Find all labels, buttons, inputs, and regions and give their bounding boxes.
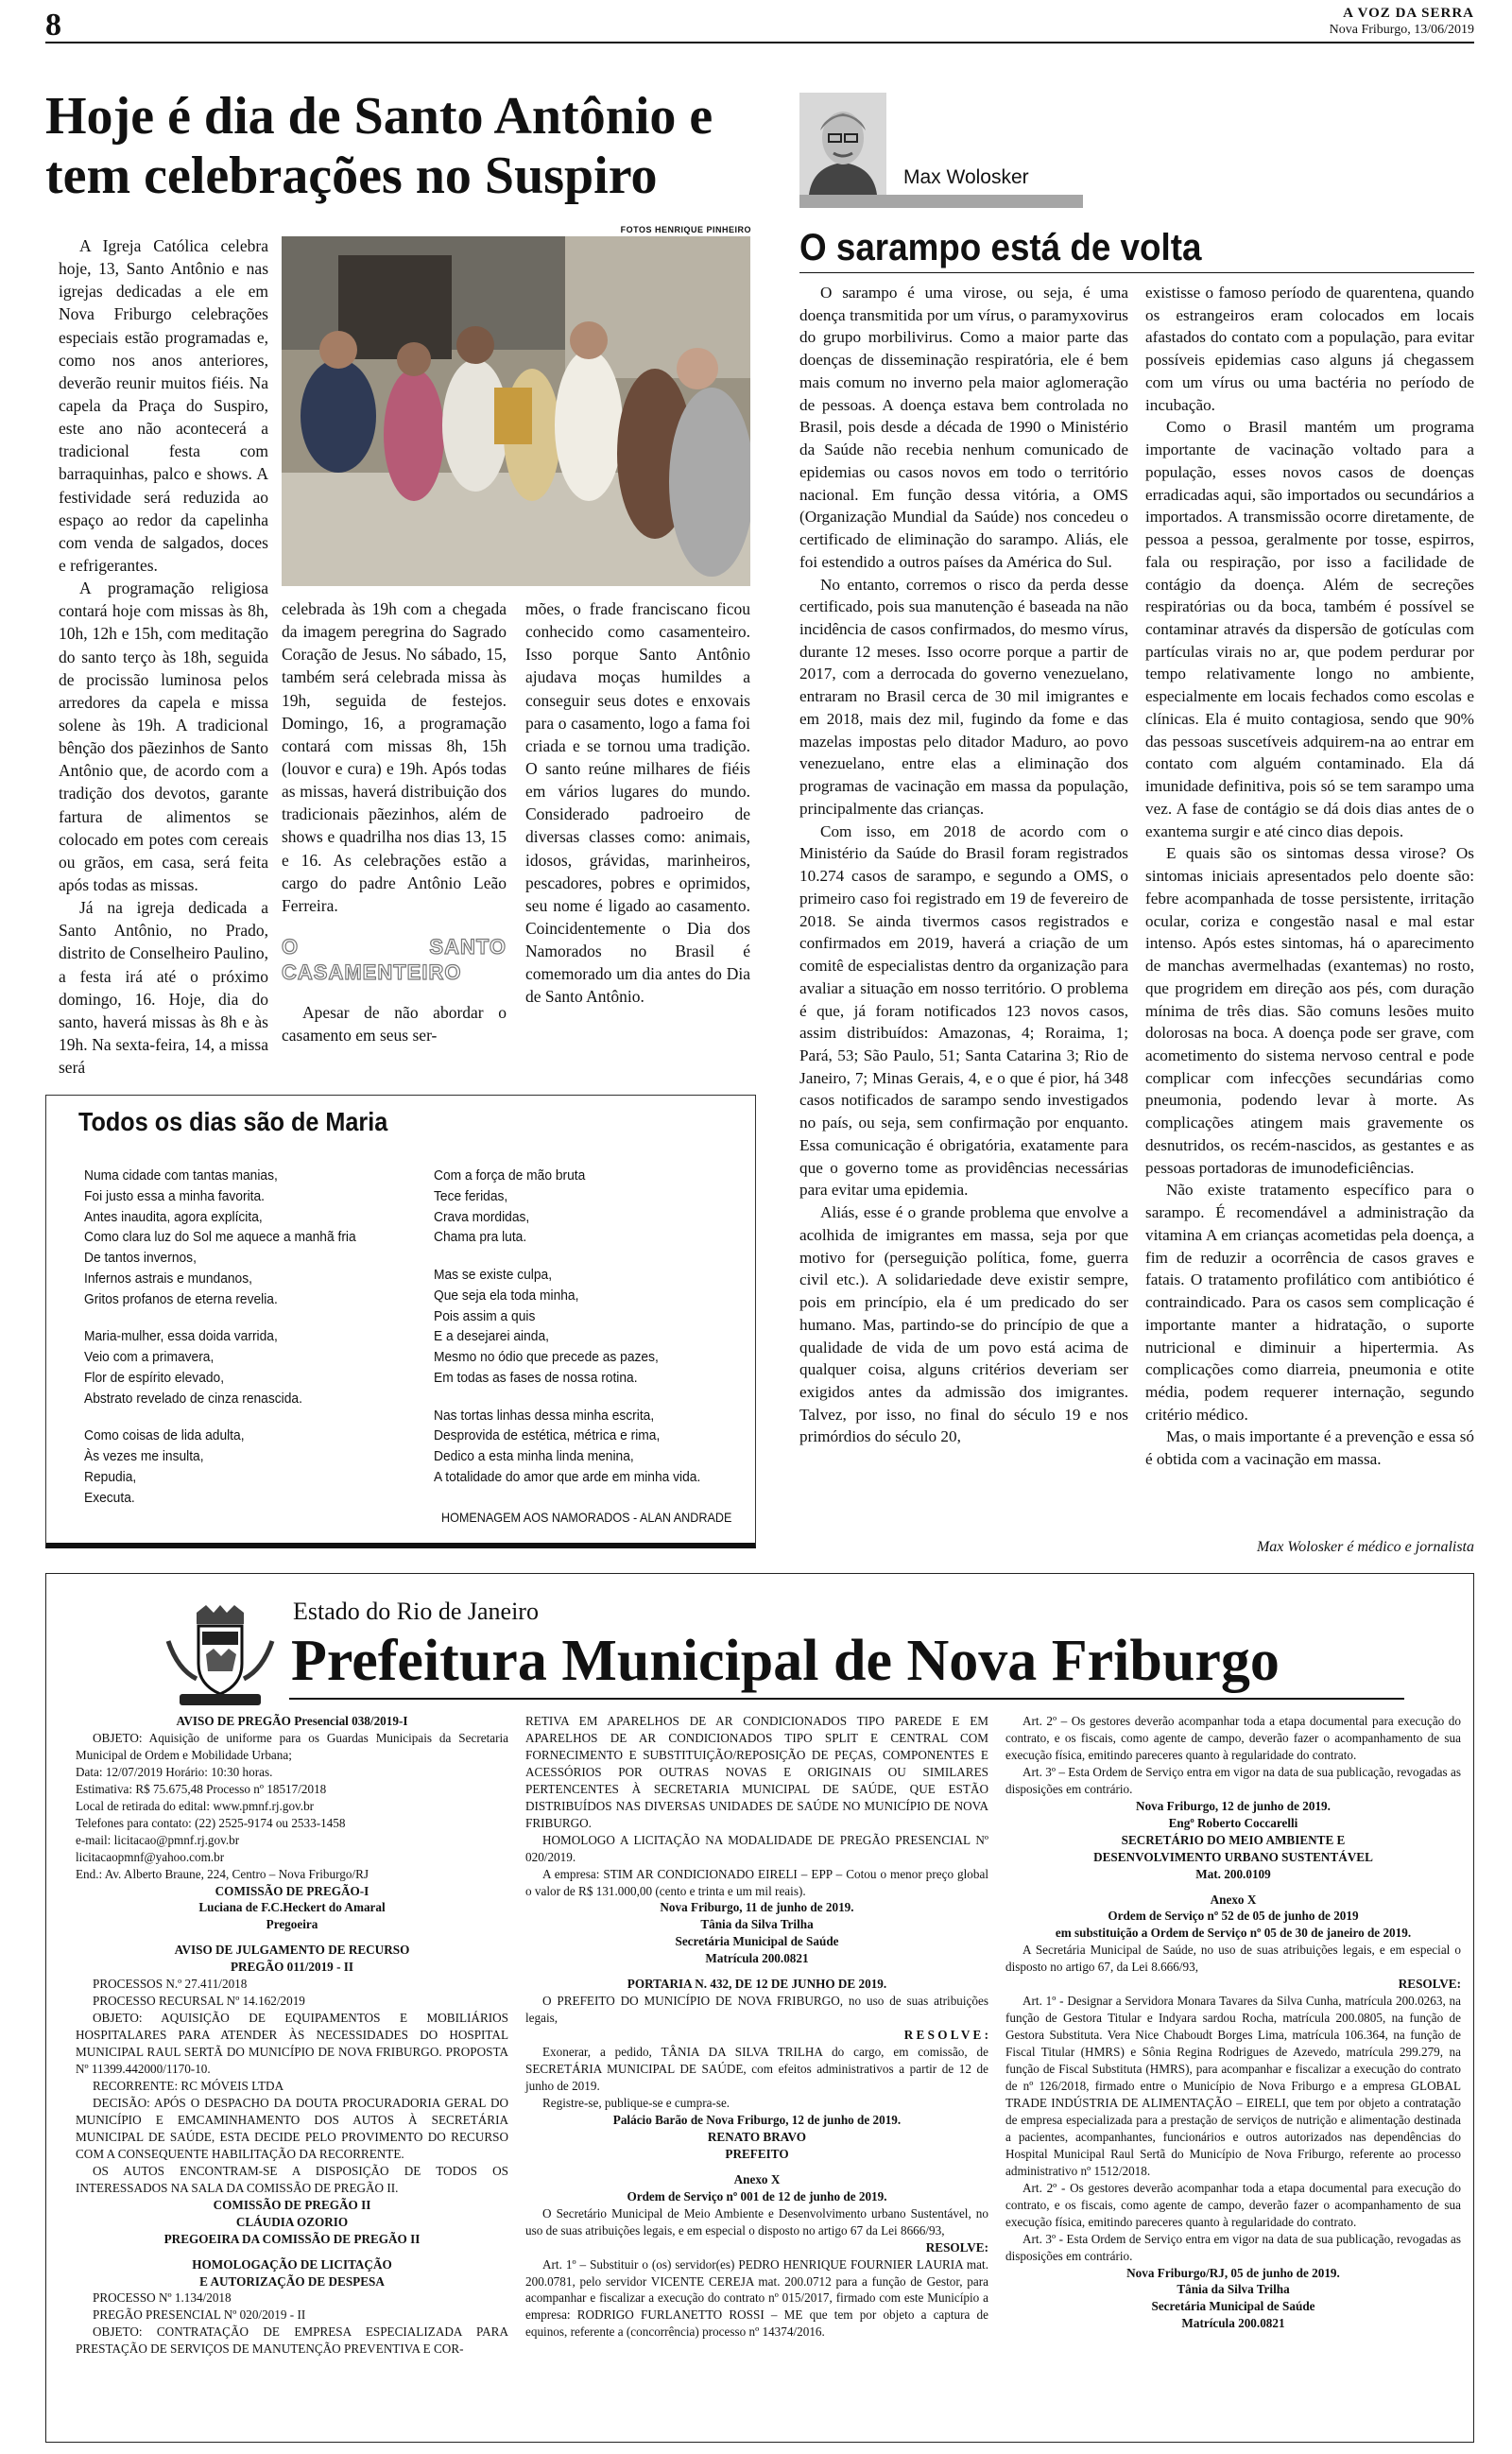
legal-line: Engº Roberto Coccarelli [1168, 1815, 1298, 1830]
column-paragraph: Mas, o mais importante é a prevenção e essa só é obtida com a vacinação em massa. [1145, 1427, 1474, 1469]
legal-line: DECISÃO: APÓS O DESPACHO DA DOUTA PROCURADORIA GERAL DO MUNICÍPIO E EMCAMINHAMENTO DOS AUTOS À SECRETÁRIA MUNICIPAL DE SAÚDE, ESTA DECIDE PELO PROVIMENTO DO RECURSO COM A CONSEQUENTE HABILITAÇÃO DA RECORRENTE. [76, 2095, 508, 2161]
legal-line: PROCESSO Nº 1.134/2018 [93, 2290, 232, 2306]
legal-line: Art. 2º - Os gestores deverão acompanhar toda a etapa documental para execução do contrato, e os fiscais, como agente de campo, deverão fazer o acompanhamento de sua execução física, emitindo pareceres quanto à regularidade do contrato. [1005, 2180, 1461, 2229]
legal-line: SECRETÁRIO DO MEIO AMBIENTE E [1121, 1832, 1346, 1847]
poem-line: Nas tortas linhas dessa minha escrita, [434, 1407, 655, 1424]
legal-line: Art. 1º – Substituir o (os) servidor(es) PEDRO HENRIQUE FOURNIER LAURIA mat. 200.0781, pelo servidor VICENTE CEREJA mat. 200.0712 para a função de Gestor, para acompanhar e fiscalizar a execução do contrato nº 015/2017, firmado com este Município a empresa: RODRIGO FURLANETTO ROSSI – ME que tem por objeto a captura de equinos, referente a (concorrência) processo nº 14374/2016. [525, 2256, 988, 2340]
legal-line: RECORRENTE: RC MÓVEIS LTDA [93, 2079, 284, 2094]
legal-line: PREGÃO 011/2019 - II [230, 1960, 354, 1975]
poem-line: Maria-mulher, essa doida varrida, [84, 1328, 278, 1345]
poem-box [45, 1095, 756, 1548]
legal-line: HOMOLOGAÇÃO DE LICITAÇÃO [192, 2256, 392, 2272]
legal-line: Secretária Municipal de Saúde [675, 1934, 839, 1949]
legal-line: Tânia da Silva Trilha [1177, 2282, 1290, 2297]
legal-spacer [1005, 1883, 1461, 1892]
legal-line: Anexo X [733, 2171, 781, 2186]
poem-line: Numa cidade com tantas manias, [84, 1167, 278, 1184]
lead-paragraph: celebrada às 19h com a chegada da imagem peregrina do Sagrado Coração de Jesus. No sábado, 15, também será celebrada missa às 19h, seguida de festejos. Domingo, 16, a programação contará com missas 8h, 15h (louvor e cura) e 19h. Após todas as missas, haverá distribuição dos tradicionais pãezinhos, além de shows e quadrilha nos dias 13, 15 e 16. As celebrações estão a cargo do padre Antônio Leão Ferreira. [282, 599, 507, 915]
lead-paragraph: A Igreja Católica celebra hoje, 13, Santo Antônio e nas igrejas dedicadas a ele em Nova Friburgo celebrações especiais estão programadas e, como nos anos anteriores, deverão reunir muitos fiéis. Na capela da Praça do Suspiro, este ano não acontecerá a tradicional festa com barraquinhas, palco e shows. A festividade será reduzida ao espaço ao redor da capelinha com venda de salgados, doces e refrigerantes. [59, 236, 268, 575]
poem-right-column [434, 1166, 724, 1505]
legal-column-2 [525, 1713, 988, 2341]
legal-line: Data: 12/07/2019 Horário: 10:30 horas. [76, 1764, 273, 1779]
legal-line: OBJETO: AQUISIÇÃO DE EQUIPAMENTOS E MOBILIÁRIOS HOSPITALARES PARA ATENDER ÀS NECESSIDADES DO HOSPITAL MUNICIPAL RAUL SERTÃ DO MUNICÍPIO DE NOVA FRIBURGO. PROPOSTA Nº 11399.442000/1170-10. [76, 2011, 508, 2077]
issue-date: Nova Friburgo, 13/06/2019 [1329, 23, 1474, 37]
legal-line: O Secretário Municipal de Meio Ambiente e Desenvolvimento urbano Sustentável, no uso de suas atribuições legais, e em especial o disposto no artigo 67 da Lei 8666/93, [525, 2205, 988, 2238]
poem-line: Veio com a primavera, [84, 1349, 215, 1365]
legal-line: Art. 1º - Designar a Servidora Monara Tavares da Silva Cunha, matrícula 200.0263, na função de Gestora Titular e Indyara sardou Rocha, matrícula 200.0805, na função de Gestora Substituta. Vera Nice Chaboudt Borges Lima, matrícula 106.364, na função de Fiscal Titular (HMRS) e Sônia Regina Rodrigues de Azevedo, matrícula 299.279, na função de Fiscal Substituta (HMRS), para acompanhar e fiscalizar a execução do contrato de nº 126/2018, firmado entre o Município de Nova Friburgo e a empresa GLOBAL TRADE INDÚSTRIA DE ALIMENTAÇÃO – EIRELI, que tem por objeto a contratação de empresa especializada para a prestação de serviços de nutrição e alimentação destinada a pacientes, acompanhantes, funcionários e outros autorizados nas dependências do Hospital Municipal Raul Sertã do Município de Nova Friburgo, referente ao processo administrativo nº 1512/2018. [1005, 1994, 1461, 2178]
lead-column-2 [282, 597, 507, 1046]
lead-paragraph: Já na igreja dedicada a Santo Antônio, no Prado, distrito de Conselheiro Paulino, a festa irá até o próximo domingo, 16. Hoje, dia do santo, haverá missas às 8h e às 19h. Na sexta-feira, 14, a missa será [59, 898, 268, 1078]
poem-line: Repudia, [84, 1468, 137, 1485]
legal-line: A empresa: STIM AR CONDICIONADO EIRELI – EPP – Cotou o menor preço global o valor de R$ 131.000,00 (cento e trinta e um mil reais). [525, 1866, 988, 1898]
legal-line: OBJETO: CONTRATAÇÃO DE EMPRESA ESPECIALIZADA PARA PRESTAÇÃO DE SERVIÇOS DE MANUTENÇÃO PREVENTIVA E COR- [76, 2324, 508, 2357]
column-paragraph: Com isso, em 2018 de acordo com o Ministério da Saúde do Brasil foram registrados 10.274 casos de sarampo, e segundo a OMS, o primeiro caso foi registrado em 19 de fevereiro de 2018. Se ainda tivermos casos registrados e confirmados em 2019, haverá a criação de um comitê de especialistas dentro da organização para avaliar a situação em nosso território. O problema é que, já foram notificados 123 novos casos, assim distribuídos: Amazonas, 4; Roraima, 1; Pará, 53; São Paulo, 51; Santa Catarina 3; Rio de Janeiro, 7; Minas Gerais, 4, e o que é pior, há 348 casos notificados de sarampo sendo investigados no país, ou seja, sem confirmação por enquanto. Essa comunicação é obrigatória, exatamente para que o governo tome as providências necessárias para evitar uma epidemia. [799, 821, 1128, 1200]
column-paragraph: Aliás, esse é o grande problema que envolve a acolhida de imigrantes em massa, seja por que motivo for (perseguição política, fome, guerra civil etc.). A solidariedade deve existir sempre, pois em princípio, ela é um predicado do ser humano. Mas, partindo-se do princípio de que a qualidade de vida de um povo está acima de qualquer coisa, alguns critérios deveriam ser exigidos antes da admissão dos imigrantes. Talvez, por isso, no final do século 19 e nos primórdios do século 20, [799, 1203, 1128, 1446]
header-rule [45, 42, 1474, 43]
legal-spacer [525, 1967, 988, 1976]
lead-subhead: O SANTO CASAMENTEIRO [282, 934, 507, 985]
poem-line: Tece feridas, [434, 1187, 508, 1204]
legal-line: PREFEITO [725, 2146, 789, 2161]
legal-line: R E S O L V E : [903, 2028, 988, 2043]
column-paragraph: O sarampo é uma virose, ou seja, é uma doença transmitida por um vírus, o paramyxovirus do grupo morbilivirus. Como a maior parte das doenças de disseminação respiratória, ele é bem mais comum no inverno pela maior aglomeração de pessoas. A doença estava bem controlada no Brasil, pois desde a década de 1990 o Ministério da Saúde não recebia nenhum comunicado de epidemias ou casos novos em todo o território nacional. Em função dessa vitória, a OMS (Organização Mundial da Saúde) nos concedeu o certificado de eliminação do sarampo. Aliás, ele foi estendido a outros países da América do Sul. [799, 284, 1128, 571]
poem-line: Abstrato revelado de cinza renascida. [84, 1390, 302, 1407]
poem-stanza [434, 1406, 700, 1488]
poem-line: Gritos profanos de eterna revelia. [84, 1290, 278, 1307]
poem-line: Como coisas de lida adulta, [84, 1427, 245, 1444]
page-number: 8 [45, 8, 61, 43]
poem-line: Como clara luz do Sol me aquece a manhã fria [84, 1229, 356, 1246]
legal-line: OS AUTOS ENCONTRAM-SE A DISPOSIÇÃO DE TODOS OS INTERESSADOS NA SALA DA COMISSÃO DE PREGÃO II. [76, 2163, 508, 2195]
legal-line: PROCESSOS N.º 27.411/2018 [93, 1977, 248, 1992]
column-paragraph: existisse o famoso período de quarentena, quando os estrangeiros eram colocados em locais afastados do contato com a população, para evitar possíveis epidemias caso alguns já chegassem com um vírus ou uma bactéria no período de incubação. [1145, 284, 1474, 414]
legal-line: em substituição a Ordem de Serviço nº 05 de 30 de janeiro de 2019. [1055, 1926, 1412, 1941]
legal-line: Ordem de Serviço nº 52 de 05 de junho de 2019 [1108, 1909, 1359, 1924]
legal-line: Matrícula 200.0821 [1181, 2316, 1285, 2331]
legal-line: A Secretária Municipal de Saúde, no uso de suas atribuições legais, e em especial o disposto no artigo 67, da Lei 8.666/93, [1005, 1943, 1461, 1975]
poem-line: Mesmo no ódio que precede as pazes, [434, 1349, 659, 1365]
poem-line: Infernos astrais e mundanos, [84, 1270, 252, 1287]
procession-photo [282, 236, 750, 586]
poem-line: Com a força de mão bruta [434, 1167, 586, 1184]
poem-credit: HOMENAGEM AOS NAMORADOS - ALAN ANDRADE [441, 1510, 732, 1525]
photo-credit: FOTOS HENRIQUE PINHEIRO [620, 225, 751, 234]
column-signature: Max Wolosker é médico e jornalista [1256, 1539, 1474, 1555]
author-name: Max Wolosker [903, 166, 1029, 188]
author-bar [799, 195, 1083, 208]
legal-line: Secretária Municipal de Saúde [1151, 2299, 1315, 2314]
legal-line: Telefones para contato: (22) 2525-9174 ou 2533-1458 [76, 1815, 346, 1830]
legal-spacer [525, 2163, 988, 2171]
legal-line: Ordem de Serviço nº 001 de 12 de junho de 2019. [627, 2188, 887, 2203]
poem-line: Desprovida de estética, métrica e rima, [434, 1427, 661, 1444]
column-text-2 [1145, 282, 1474, 1471]
legal-line: CLÁUDIA OZORIO [235, 2214, 349, 2229]
lead-paragraph: mões, o frade franciscano ficou conhecido como casamenteiro. Isso porque Santo Antônio ajudava moças humildes a conseguir seus dotes e enxovais para o casamento, logo a fama foi criada e se tornou uma tradição. O santo reúne milhares de fiéis em vários lugares do mundo. Considerado padroeiro de diversas classes como: animais, idosos, grávidas, marinheiros, pescadores, pobres e oprimidos, seu nome é ligado ao casamento. Coincidentemente o Dia dos Namorados no Brasil é comemorado um dia antes do Dia de Santo Antônio. [525, 599, 750, 1007]
legal-line: Local de retirada do edital: www.pmnf.rj.gov.br [76, 1798, 315, 1813]
column-paragraph: Não existe tratamento específico para o sarampo. É recomendável a administração da vitamina A em crianças acometidas pela doença, a fim de reduzir a ocorrência de casos graves e fatais. O tratamento profilático com antibiótico é contraindicado. Para os casos sem complicação é importante manter a hidratação, o suporte nutricional e diminuir a hipertermia. As complicações como diarreia, pneumonia e otite média, podem requerer internação, segundo critério médico. [1145, 1181, 1474, 1424]
legal-line: COMISSÃO DE PREGÃO II [213, 2197, 371, 2212]
legal-line: Matrícula 200.0821 [705, 1951, 809, 1966]
poem-left-column [84, 1166, 380, 1525]
legal-line: End.: Av. Alberto Braune, 224, Centro – Nova Friburgo/RJ [76, 1866, 369, 1881]
lead-paragraph: Apesar de não abordar o casamento em seus ser- [282, 1002, 507, 1046]
legal-line: Nova Friburgo, 12 de junho de 2019. [1136, 1798, 1331, 1813]
legal-line: Estimativa: R$ 75.675,48 Processo nº 18517/2018 [76, 1781, 327, 1796]
legal-line: RETIVA EM APARELHOS DE AR CONDICIONADOS TIPO PAREDE E EM APARELHOS DE AR CONDICIONADOS TIPO SPLIT E CENTRAL COM FORNECIMENTO E SUBSTITUIÇÃO/REPOSIÇÃO DE PEÇAS, COMPONENTES E ACESSÓRIOS POR OUTRAS NOVAS E ORIGINAIS OU SIMILARES PERTENCENTES À SECRETARIA MUNICIPAL DE SAÚDE, QUE ESTÃO DISTRIBUÍDOS NAS DIVERSAS UNIDADES DE SAÚDE NO MUNICÍPIO DE NOVA FRIBURGO. [525, 1714, 988, 1830]
legal-line: Art. 3º - Esta Ordem de Serviço entra em vigor na data de sua publicação, revogadas as disposições em contrário. [1005, 2231, 1461, 2263]
legal-line: DESENVOLVIMENTO URBANO SUSTENTÁVEL [1093, 1849, 1373, 1864]
poem-stanza [434, 1166, 700, 1248]
legal-column-3 [1005, 1713, 1461, 2332]
coat-of-arms-icon [159, 1603, 282, 1713]
poem-stanza [84, 1326, 356, 1408]
poem-line: A totalidade do amor que arde em minha vida. [434, 1468, 701, 1485]
poem-line: De tantos invernos, [84, 1250, 197, 1266]
poem-line: Às vezes me insulta, [84, 1448, 204, 1464]
poem-line: Em todas as fases de nossa rotina. [434, 1369, 638, 1386]
legal-column-1 [76, 1713, 508, 2358]
legal-spacer [76, 2248, 508, 2256]
column-paragraph: No entanto, corremos o risco da perda desse certificado, pois sua manutenção é baseada na não incidência de casos confirmados, do mesmo vírus, durante 12 meses. Isso ocorre porque a partir de 2017, com a derrocada do governo venezuelano, entraram no Brasil cerca de 30 mil imigrantes e em 2018, mais dez mil, fugindo da fome e das mazelas impostas pelo ditador Maduro, ao povo venezuelano, entre elas a eliminação dos programas de vacinação em massa da população, principalmente das crianças. [799, 575, 1128, 818]
poem-line: Crava mordidas, [434, 1208, 530, 1225]
legal-line: PREGÃO PRESENCIAL Nº 020/2019 - II [93, 2307, 306, 2323]
legal-line: licitacaopmnf@yahoo.com.br [76, 1849, 225, 1864]
poem-line: Antes inaudita, agora explícita, [84, 1208, 263, 1225]
legal-line: Luciana de F.C.Heckert do Amaral [198, 1900, 386, 1915]
legal-line: e-mail: licitacao@pmnf.rj.gov.br [76, 1832, 240, 1847]
column-headline-rule [799, 272, 1474, 273]
poem-line: Executa. [84, 1489, 135, 1506]
legal-line: AVISO DE PREGÃO Presencial 038/2019-I [176, 1714, 408, 1728]
publication-name: A VOZ DA SERRA [1343, 6, 1474, 21]
poem-line: E a desejarei ainda, [434, 1328, 549, 1345]
poem-title: Todos os dias são de Maria [78, 1107, 388, 1136]
lead-paragraph: A programação religiosa contará hoje com missas às 8h, 10h, 12h e 15h, com meditação do santo terço às 18h, seguida de procissão luminosa pelos arredores da capela e missa solene às 19h. A tradicional bênção dos pãezinhos de Santo Antônio que, de acordo com a tradição dos devotos, garante fartura de alimentos se colocado em potes com cereais ou grãos, em casa, será feita após todas as missas. [59, 579, 268, 894]
legal-spacer [76, 1933, 508, 1942]
legal-line: Art. 3º – Esta Ordem de Serviço entra em vigor na data de sua publicação, revogadas as disposições em contrário. [1005, 1764, 1461, 1796]
legal-line: PORTARIA N. 432, DE 12 DE JUNHO DE 2019. [627, 1977, 887, 1992]
legal-line: Mat. 200.0109 [1195, 1866, 1271, 1881]
poem-line: Flor de espírito elevado, [84, 1369, 225, 1386]
lead-column-3 [525, 597, 750, 1009]
poem-line: Que seja ela toda minha, [434, 1287, 579, 1304]
legal-line: RENATO BRAVO [707, 2129, 807, 2144]
poem-line: Pois assim a quis [434, 1307, 536, 1324]
poem-stanza [84, 1166, 356, 1309]
legal-line: Palácio Barão de Nova Friburgo, 12 de junho de 2019. [612, 2112, 902, 2127]
poem-line: Foi justo essa a minha favorita. [84, 1187, 266, 1204]
legal-state: Estado do Rio de Janeiro [293, 1598, 539, 1625]
legal-line: Art. 2º – Os gestores deverão acompanhar toda a etapa documental para execução do contrato, e os fiscais, como agente de campo, deverão fazer o acompanhamento de sua execução física, emitindo pareceres quanto à regularidade do contrato. [1005, 1714, 1461, 1762]
legal-line: RESOLVE: [925, 2239, 988, 2255]
lead-headline: Hoje é dia de Santo Antônio e tem celebrações no Suspiro [45, 87, 713, 205]
legal-line: E AUTORIZAÇÃO DE DESPESA [199, 2273, 385, 2289]
legal-line: Tânia da Silva Trilha [700, 1917, 814, 1932]
legal-line: Registre-se, publique-se e cumpra-se. [542, 2095, 730, 2110]
poem-line: Chama pra luta. [434, 1229, 527, 1246]
legal-line: PREGOEIRA DA COMISSÃO DE PREGÃO II [163, 2231, 421, 2246]
legal-line: O PREFEITO DO MUNICÍPIO DE NOVA FRIBURGO, no uso de suas atribuições legais, [525, 1994, 988, 2026]
legal-line: COMISSÃO DE PREGÃO-I [215, 1883, 369, 1898]
poem-line: Dedico a esta minha linda menina, [434, 1448, 634, 1464]
legal-line: Pregoeira [266, 1917, 318, 1932]
column-headline: O sarampo está de volta [799, 227, 1202, 268]
legal-line: Exonerar, a pedido, TÂNIA DA SILVA TRILHA do cargo, em comissão, de SECRETÁRIA MUNICIPAL DE SAÚDE, com efeitos administrativos a partir de 12 de junho de 2019. [525, 2045, 988, 2094]
legal-line: HOMOLOGO A LICITAÇÃO NA MODALIDADE DE PREGÃO PRESENCIAL Nº 020/2019. [525, 1832, 988, 1864]
legal-line: PROCESSO RECURSAL Nº 14.162/2019 [93, 1994, 305, 2009]
legal-line: Anexo X [1210, 1892, 1257, 1907]
poem-stanza [434, 1265, 700, 1389]
legal-line: RESOLVE: [1398, 1977, 1461, 1992]
legal-line: AVISO DE JULGAMENTO DE RECURSO [174, 1943, 410, 1958]
poem-stanza [84, 1426, 356, 1508]
column-text-1 [799, 282, 1128, 1448]
lead-column-1 [59, 234, 268, 1079]
legal-line: OBJETO: Aquisição de uniforme para os Guardas Municipais da Secretaria Municipal de Ordem e Mobilidade Urbana; [76, 1730, 508, 1762]
poem-line: Mas se existe culpa, [434, 1267, 553, 1283]
column-paragraph: Como o Brasil mantém um programa importante de vacinação voltado para a população, esses novos casos de doenças erradicadas aqui, são importados ou secundários a importados. A transmissão ocorre diretamente, de pessoa a pessoa, geralmente por tosse, espirros, fala ou respiração, por isso a facilidade de contágio da doença. Além de secreções respiratórias ou da boca, também é possível se contaminar através da dispersão de gotículas com partículas virais no ar, que podem perdurar por tempo relativamente longo no ambiente, especialmente em locais fechados como escolas e clínicas. Ela é muito contagiosa, sendo que 90% das pessoas suscetíveis adquirem-na ao entrar em contato com alguém contaminado. Ela dá imunidade definitiva, pois só se tem sarampo uma vez. A fase de contágio se dá dois dias antes de o exantema surgir e até cinco dias depois. [1145, 418, 1474, 840]
legal-title: Prefeitura Municipal de Nova Friburgo [291, 1629, 1280, 1693]
column-paragraph: E quais são os sintomas dessa virose? Os sintomas iniciais apresentados pelo doente são: febre acompanhada de tosse persistente, irritação ocular, coriza e congestão nasal e mal estar intenso. Após estes sintomas, há o aparecimento de manchas avermelhadas (exantemas) no rosto, que progridem em direção aos pés, com duração mínima de três dias. São comuns lesões muito dolorosas na boca. A doença pode ser grave, com acometimento do sistema nervoso central e pode complicar com infecções secundárias como pneumonia, podendo levar à morte. As complicações atingem mais gravemente os desnutridos, os recém-nascidos, as gestantes e as pessoas portadoras de imunodeficiências. [1145, 844, 1474, 1177]
author-photo [799, 93, 886, 195]
legal-line: Nova Friburgo/RJ, 05 de junho de 2019. [1126, 2265, 1340, 2280]
legal-title-rule [289, 1698, 1404, 1700]
legal-line: Nova Friburgo, 11 de junho de 2019. [660, 1900, 854, 1915]
